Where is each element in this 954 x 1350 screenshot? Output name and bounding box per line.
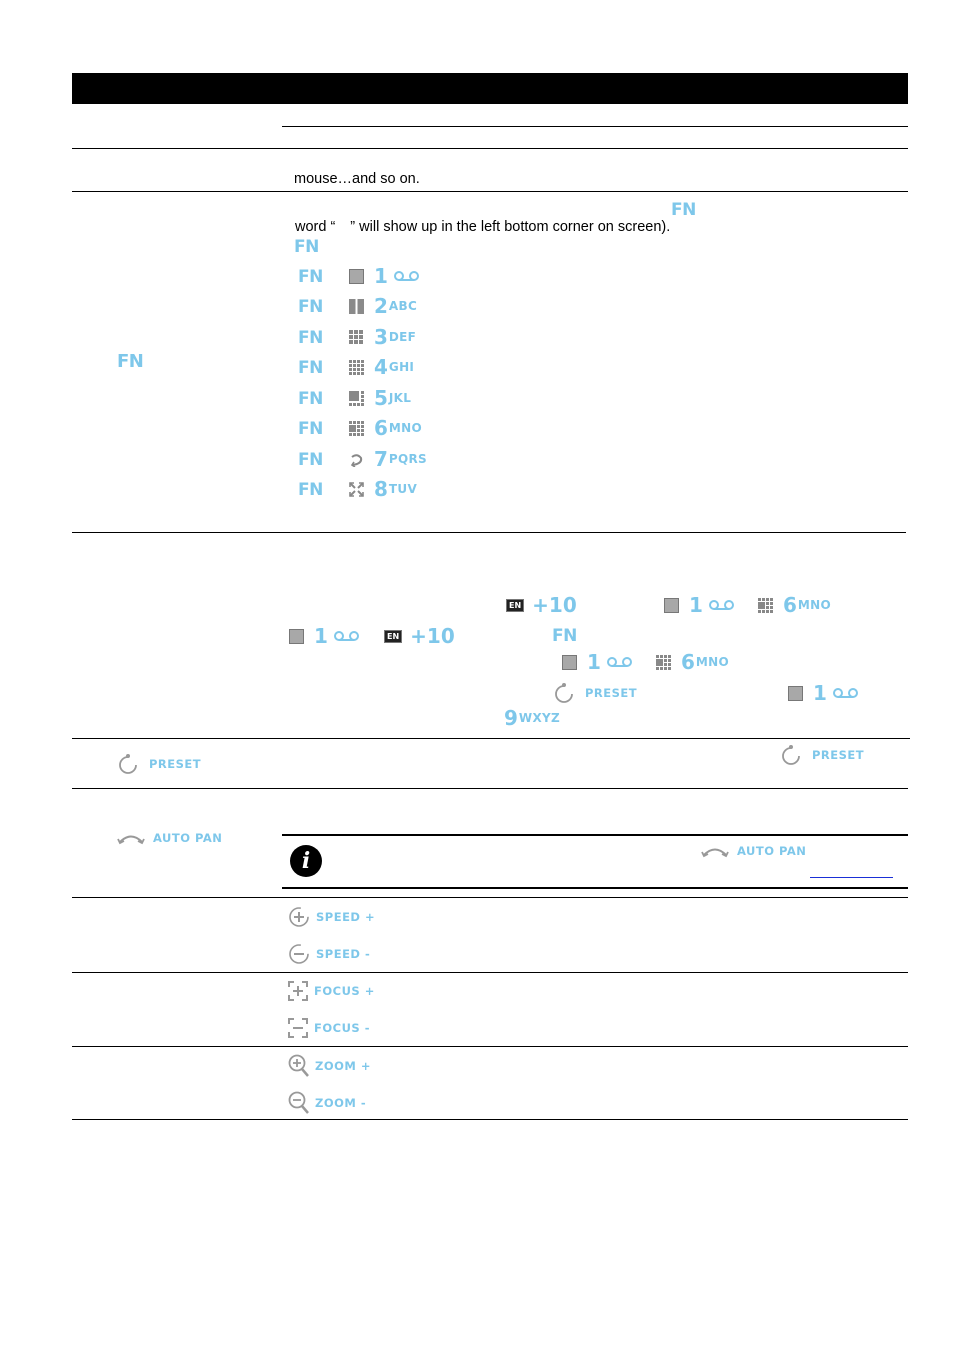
key-1: 1 [664,594,735,616]
zoom-minus-key: ZOOM - [288,1092,366,1114]
fn-key-label: FN [298,419,323,439]
single-screen-icon [289,629,304,644]
focus-minus-icon [288,1018,308,1038]
auto-pan-key: AUTO PAN [701,840,806,862]
en-badge: EN [384,630,402,643]
row-divider [72,788,908,789]
key-number: 5 [374,386,388,410]
key-4 [349,356,414,378]
row-divider [72,738,910,739]
note-bottom-rule [282,887,908,889]
single-screen-icon [664,598,679,613]
key-number: 6 [374,416,388,440]
row-divider [72,148,908,149]
key-2 [349,295,417,317]
auto-pan-key: AUTO PAN [117,827,222,849]
key-letters: JKL [388,391,412,405]
row-divider [72,1046,908,1047]
key-1: 1 [788,682,859,704]
row-divider [72,532,906,533]
key-8 [349,478,417,500]
fn-key-label: FN [294,237,319,257]
zoom-plus-icon [288,1054,310,1078]
grid-mixed-icon [349,421,364,436]
single-screen-icon [562,655,577,670]
row-divider [72,897,908,898]
key-5 [349,387,411,409]
speed-plus-key: SPEED + [288,906,375,928]
preset-icon [553,682,575,704]
key-7 [349,448,427,470]
key-number: 8 [374,477,388,501]
fn-key-label: FN [671,200,696,220]
plus10-key: EN +10 [506,594,577,616]
mouse-text: mouse…and so on. [294,171,420,187]
fn-key-label: FN [298,328,323,348]
preset-key: PRESET [780,744,864,766]
fn-key-label: FN [298,358,323,378]
auto-pan-icon [701,844,729,858]
row-divider [72,191,908,192]
single-screen-icon [349,269,364,284]
key-number: 3 [374,325,388,349]
key-1: 1 [289,625,360,647]
key-letters: TUV [388,482,418,496]
grid-mixed-icon [656,655,671,670]
preset-key: PRESET [117,753,201,775]
key-6: 6 MNO [758,594,831,616]
return-icon [349,452,364,467]
en-badge: EN [506,599,524,612]
key-letters: ABC [388,299,418,313]
focus-minus-key: FOCUS - [288,1017,370,1039]
key-number: 2 [374,294,388,318]
key-letters: MNO [388,421,423,435]
fn-row-title: FN [117,351,144,372]
voicemail-icon [709,599,735,611]
info-icon: i [290,845,322,877]
key-number: 7 [374,447,388,471]
speed-minus-key: SPEED - [288,943,370,965]
focus-plus-key: FOCUS + [288,980,375,1002]
grid-pip-icon [349,391,364,406]
key-letters: DEF [388,330,417,344]
row-divider [72,972,908,973]
voicemail-icon [833,687,859,699]
page-link[interactable] [810,877,893,878]
speed-plus-icon [288,906,310,928]
key-number: 1 [374,264,388,288]
grid-9-icon [349,330,364,345]
fn-key-label: FN [552,626,577,646]
key-1: 1 [562,651,633,673]
grid-16-icon [349,360,364,375]
key-3 [349,326,416,348]
zoom-plus-key: ZOOM + [288,1055,371,1077]
row-divider [282,126,908,127]
key-9: 9 WXYZ [504,706,561,730]
fn-key-label: FN [298,480,323,500]
voicemail-icon [607,656,633,668]
focus-plus-icon [288,981,308,1001]
speed-minus-icon [288,943,310,965]
preset-key: PRESET [553,682,637,704]
fn-description: word “ ” will show up in the left bottom corner on screen). [295,219,671,235]
key-1 [349,265,420,287]
note-top-rule [282,834,908,836]
fn-key-label: FN [298,267,323,287]
auto-pan-icon [117,831,145,845]
fn-key-label: FN [298,450,323,470]
split-2-icon [349,299,364,314]
voicemail-icon [394,270,420,282]
preset-icon [117,753,139,775]
zoom-minus-icon [288,1091,310,1115]
voicemail-icon [334,630,360,642]
full-screen-icon [349,482,364,497]
fn-key-label: FN [298,297,323,317]
key-6 [349,417,422,439]
key-number: 4 [374,355,388,379]
preset-icon [780,744,802,766]
key-6: 6 MNO [656,651,729,673]
fn-key-label: FN [298,389,323,409]
table-header-bar [72,73,908,104]
grid-mixed-icon [758,598,773,613]
key-letters: PQRS [388,452,428,466]
row-divider [72,1119,908,1120]
single-screen-icon [788,686,803,701]
key-letters: GHI [388,360,415,374]
plus10-key: EN +10 [384,625,455,647]
